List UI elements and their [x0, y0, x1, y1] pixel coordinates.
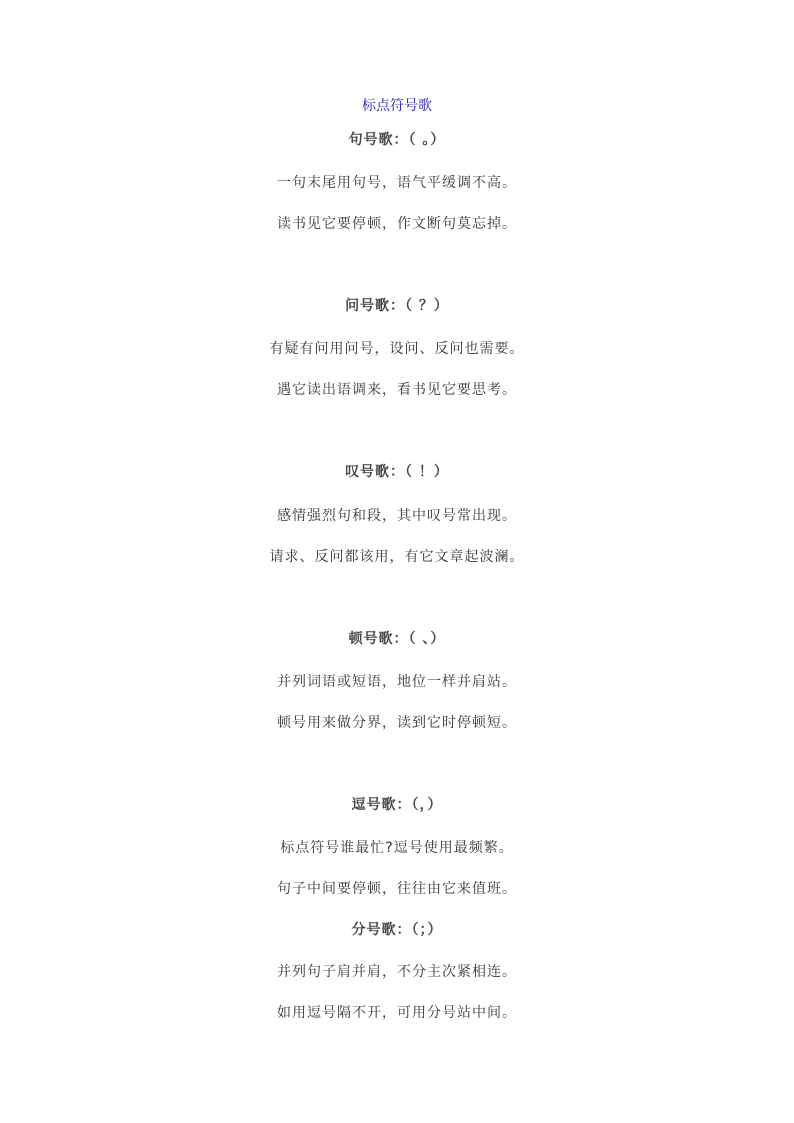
- verse-line: 一句末尾用句号，语气平缓调不高。: [277, 175, 517, 191]
- section-heading-question: 问号歌：（ ？）: [345, 298, 449, 314]
- verse-line: 读书见它要停顿，作文断句莫忘掉。: [277, 216, 517, 232]
- verse-line: 句子中间要停顿，往往由它来值班。: [277, 881, 517, 897]
- section-heading-enumeration-comma: 顿号歌：（ 、）: [348, 631, 446, 647]
- verse-line: 遇它读出语调来，看书见它要思考。: [277, 382, 517, 398]
- verse-line: 并列词语或短语，地位一样并肩站。: [277, 674, 517, 690]
- verse-line: 请求、反问都该用，有它文章起波澜。: [269, 549, 525, 565]
- section-heading-period: 句号歌：（ 。）: [348, 132, 446, 148]
- verse-line: 有疑有问用问号，设问、反问也需要。: [269, 341, 525, 357]
- verse-line: 标点符号谁最忙?逗号使用最频繁。: [280, 840, 514, 856]
- section-heading-exclamation: 叹号歌：（ ！）: [345, 464, 449, 480]
- verse-line: 并列句子肩并肩，不分主次紧相连。: [277, 964, 517, 980]
- verse-line: 顿号用来做分界，读到它时停顿短。: [277, 715, 517, 731]
- verse-line: 感情强烈句和段，其中叹号常出现。: [277, 508, 517, 524]
- document-title: 标点符号歌: [362, 98, 432, 114]
- section-heading-semicolon: 分号歌：（；）: [351, 922, 443, 938]
- verse-line: 如用逗号隔不开，可用分号站中间。: [277, 1005, 517, 1021]
- section-heading-comma: 逗号歌：（，）: [351, 797, 443, 813]
